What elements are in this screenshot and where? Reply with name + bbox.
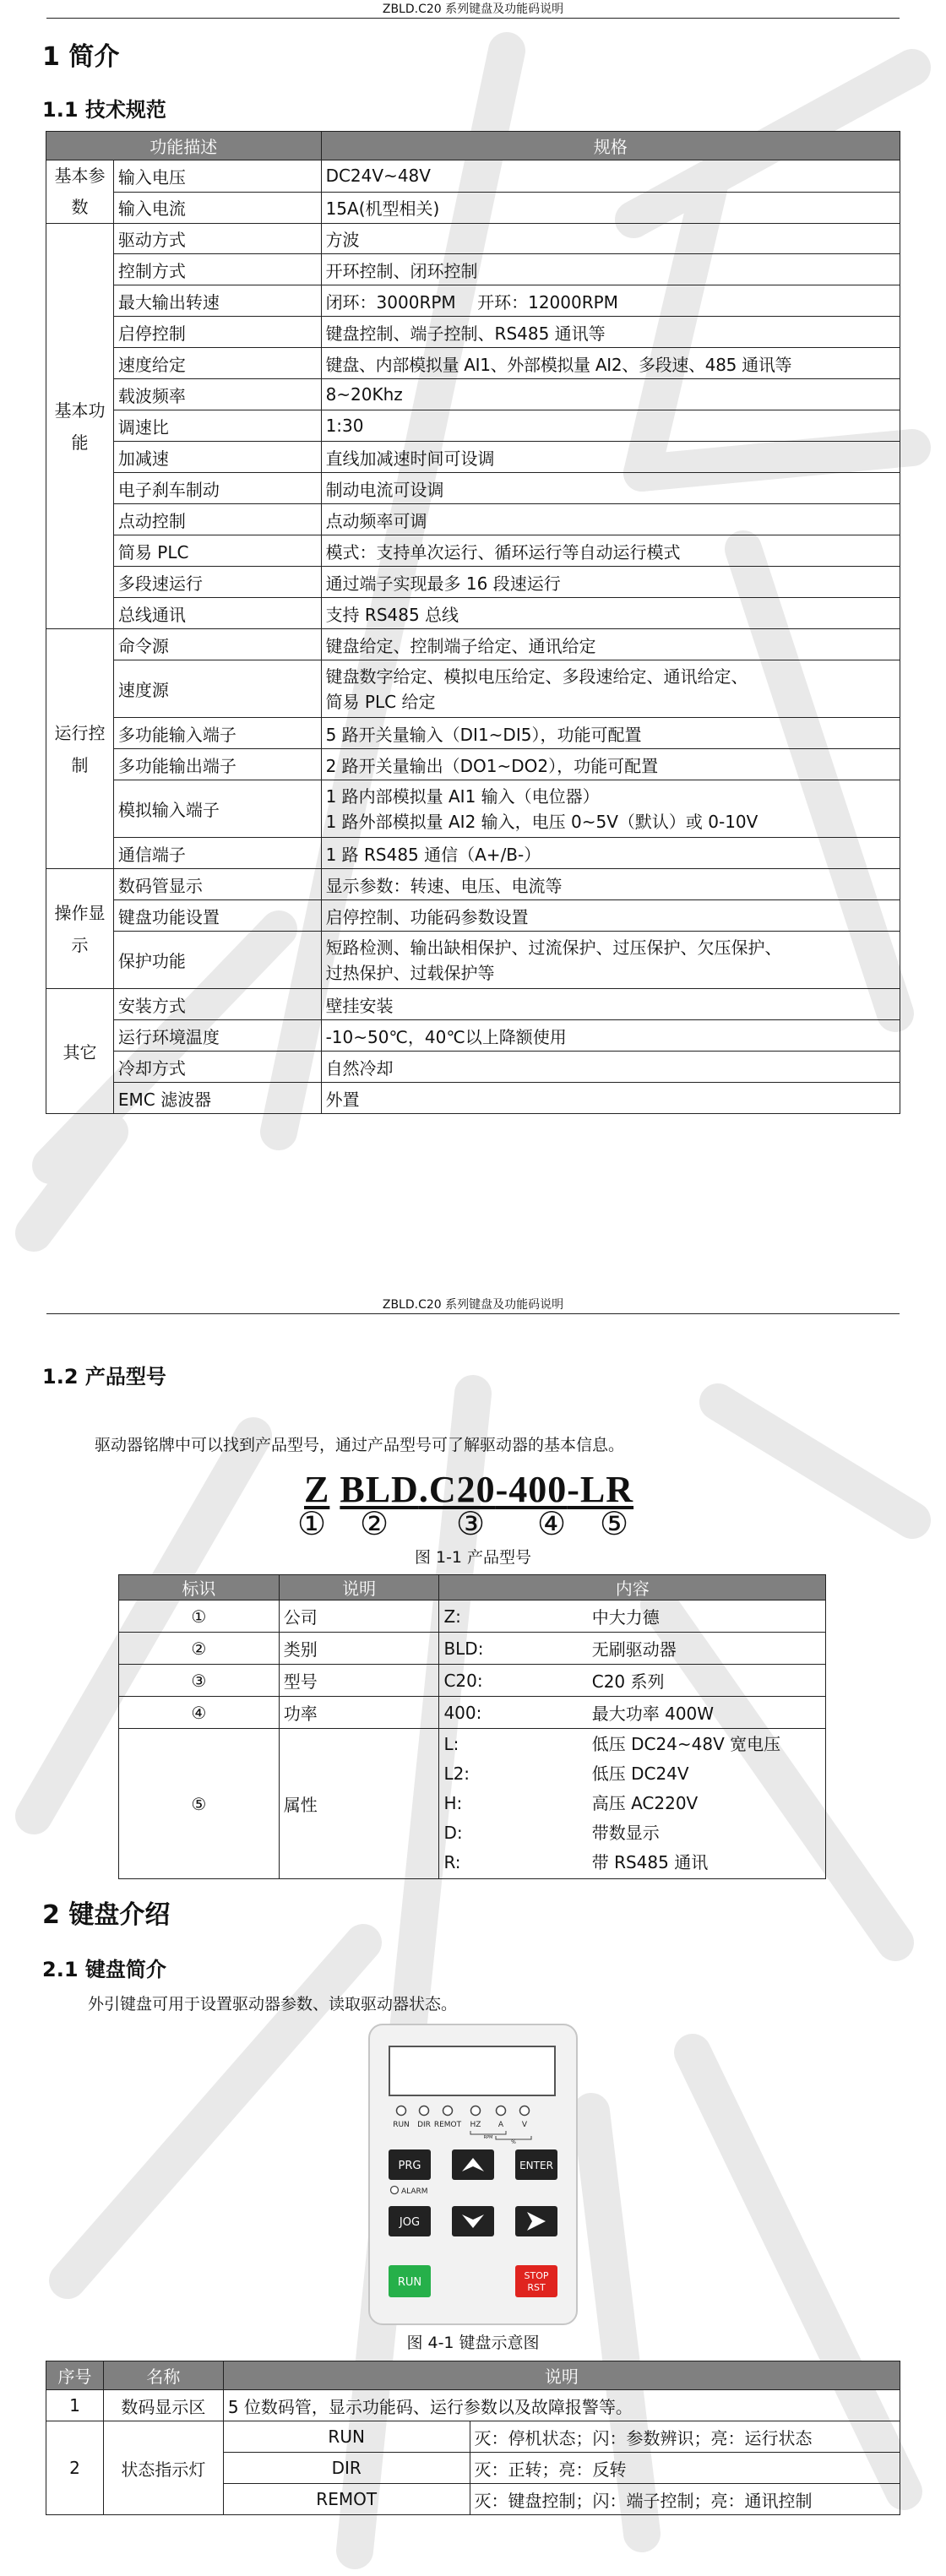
model-part: -LR — [567, 1469, 634, 1510]
spec-name: 安装方式 — [113, 989, 321, 1020]
spec-name: 加减速 — [113, 442, 321, 473]
group-label: 基本功能 — [46, 224, 114, 629]
spec-name: 输入电流 — [113, 192, 321, 224]
spec-value: 键盘、内部模拟量 AI1、外部模拟量 AI2、多段速、485 通讯等 — [321, 348, 900, 379]
spec-name: 最大输出转速 — [113, 285, 321, 317]
spec-name: 模拟输入端子 — [113, 780, 321, 838]
section-title: 1 简介 — [42, 42, 120, 72]
led-icon — [471, 2106, 481, 2116]
down-button[interactable] — [452, 2206, 494, 2236]
attr-value: 低压 DC24~48V 宽电压 — [591, 1734, 781, 1754]
rst-label: RST — [527, 2282, 546, 2293]
led-name: RUN — [223, 2421, 470, 2453]
pct-label: % — [511, 2139, 516, 2145]
prg-button[interactable] — [389, 2149, 431, 2180]
subsection-title: 1.2 产品型号 — [42, 1365, 166, 1389]
spec-name: 保护功能 — [113, 932, 321, 989]
spec-value-line: 短路检测、输出缺相保护、过流保护、过压保护、欠压保护、 — [325, 937, 782, 958]
key-header-no: 序号 — [46, 2361, 104, 2390]
keypad-illustration — [367, 2023, 579, 2327]
led-desc: 灭：停机状态；闪：参数辨识；亮：运行状态 — [470, 2421, 900, 2453]
spec-value: 模式：支持单次运行、循环运行等自动运行模式 — [321, 535, 900, 567]
model-part: -400 — [495, 1469, 568, 1510]
model-id: ④ — [119, 1697, 280, 1729]
spec-value: 通过端子实现最多 16 段速运行 — [321, 567, 900, 598]
run-button[interactable] — [389, 2265, 431, 2297]
attr-value: 低压 DC24V — [591, 1764, 689, 1784]
model-desc: 类别 — [279, 1633, 439, 1665]
model-desc: 型号 — [279, 1665, 439, 1697]
spec-name: 载波频率 — [113, 379, 321, 410]
attr-code: L2: — [443, 1764, 470, 1784]
key-header-desc: 说明 — [223, 2361, 900, 2390]
key-table — [46, 2361, 900, 2515]
spec-name: 键盘功能设置 — [113, 900, 321, 932]
model-id: ② — [119, 1633, 280, 1665]
spec-value: 15A(机型相关) — [321, 192, 900, 224]
intro-paragraph: 驱动器铭牌中可以找到产品型号，通过产品型号可了解驱动器的基本信息。 — [95, 1436, 625, 1454]
run-label: RUN — [397, 2276, 422, 2289]
spec-name: 输入电压 — [113, 160, 321, 193]
keyboard-intro: 外引键盘可用于设置驱动器参数、读取驱动器状态。 — [88, 1995, 458, 2014]
key-name: 数码显示区 — [103, 2390, 223, 2421]
model-marker: ① — [297, 1505, 327, 1542]
model-value: 最大功率 400W — [588, 1697, 826, 1729]
spec-value: 点动频率可调 — [321, 504, 900, 535]
key-no: 1 — [46, 2390, 104, 2421]
spec-value: 1 路 RS485 通信（A+/B-） — [321, 838, 900, 869]
led-icon — [520, 2106, 530, 2116]
spec-value — [321, 660, 900, 718]
key-header-name: 名称 — [103, 2361, 223, 2390]
spec-value-line: 简易 PLC 给定 — [325, 691, 436, 712]
right-button[interactable] — [515, 2206, 557, 2236]
model-marker: ④ — [537, 1505, 567, 1542]
led-label: A — [497, 2121, 504, 2129]
figure-caption: 图 4-1 键盘示意图 — [406, 2334, 540, 2352]
prg-label: PRG — [398, 2160, 421, 2172]
led-icon — [443, 2106, 453, 2116]
led-label: RUN — [393, 2121, 410, 2129]
spec-name: EMC 滤波器 — [113, 1083, 321, 1114]
spec-value: -10~50℃，40℃以上降额使用 — [321, 1020, 900, 1052]
spec-value: 支持 RS485 总线 — [321, 598, 900, 629]
model-marker: ② — [360, 1505, 389, 1542]
model-part: .C20 — [418, 1469, 496, 1510]
model-header-content: 内容 — [439, 1575, 826, 1600]
key-name: 状态指示灯 — [103, 2421, 223, 2515]
spec-value: 闭环：3000RPM 开环：12000RPM — [321, 285, 900, 317]
group-label: 运行控制 — [46, 629, 114, 869]
spec-name: 控制方式 — [113, 254, 321, 285]
spec-value — [321, 932, 900, 989]
spec-name: 多功能输出端子 — [113, 749, 321, 780]
spec-value: 直线加减速时间可设调 — [321, 442, 900, 473]
enter-button[interactable] — [515, 2149, 557, 2180]
model-table — [118, 1574, 826, 1879]
model-header-id: 标识 — [119, 1575, 280, 1600]
model-code-cell: 400: — [439, 1697, 588, 1729]
spec-value: 外置 — [321, 1083, 900, 1114]
section-title: 2 键盘介绍 — [42, 1900, 171, 1930]
figure-caption: 图 1-1 产品型号 — [414, 1548, 532, 1567]
spec-value: 壁挂安装 — [321, 989, 900, 1020]
spec-value-line: 过热保护、过载保护等 — [325, 962, 495, 983]
model-desc: 功率 — [279, 1697, 439, 1729]
spec-value: 键盘给定、控制端子给定、通讯给定 — [321, 629, 900, 660]
model-code-cell: Z: — [439, 1600, 588, 1633]
model-desc: 公司 — [279, 1600, 439, 1633]
stop-label: STOP — [524, 2270, 549, 2281]
led-label: REMOT — [433, 2121, 462, 2129]
model-value: 无刷驱动器 — [588, 1633, 826, 1665]
spec-name: 多段速运行 — [113, 567, 321, 598]
led-name: DIR — [223, 2453, 470, 2484]
spec-name: 简易 PLC — [113, 535, 321, 567]
alarm-label: ALARM — [401, 2187, 428, 2196]
led-icon — [397, 2106, 406, 2116]
jog-label: JOG — [399, 2216, 421, 2229]
model-desc: 属性 — [279, 1729, 439, 1879]
header-rule — [46, 1313, 900, 1314]
spec-value: 开环控制、闭环控制 — [321, 254, 900, 285]
spec-value-line: 键盘数字给定、模拟电压给定、多段速给定、通讯给定、 — [325, 666, 748, 687]
spec-name: 数码管显示 — [113, 869, 321, 900]
spec-table — [46, 131, 900, 1114]
spec-value: DC24V~48V — [321, 160, 900, 193]
group-label: 操作显示 — [46, 869, 114, 989]
attr-value: 带 RS485 通讯 — [591, 1852, 709, 1872]
spec-name: 电子刹车制动 — [113, 473, 321, 504]
led-icon — [497, 2106, 506, 2116]
spec-value: 制动电流可设调 — [321, 473, 900, 504]
attr-values — [588, 1729, 826, 1879]
enter-label: ENTER — [519, 2160, 553, 2171]
rpm-label: RPM — [483, 2135, 493, 2140]
key-no: 2 — [46, 2421, 104, 2515]
led-desc: 灭：键盘控制；闪：端子控制；亮：通讯控制 — [470, 2484, 900, 2515]
model-id: ⑤ — [119, 1729, 280, 1879]
spec-value — [321, 780, 900, 838]
spec-value: 5 路开关量输入（DI1~DI5），功能可配置 — [321, 718, 900, 749]
spec-header-spec: 规格 — [321, 132, 900, 160]
keypad-display — [389, 2046, 555, 2095]
spec-value: 方波 — [321, 224, 900, 254]
spec-value: 显示参数：转速、电压、电流等 — [321, 869, 900, 900]
key-desc: 5 位数码管，显示功能码、运行参数以及故障报警等。 — [223, 2390, 900, 2421]
attr-code: H: — [443, 1793, 463, 1813]
spec-header-function: 功能描述 — [46, 132, 322, 160]
spec-name: 运行环境温度 — [113, 1020, 321, 1052]
spec-name: 驱动方式 — [113, 224, 321, 254]
attr-value: 带数显示 — [591, 1823, 660, 1843]
model-header-desc: 说明 — [279, 1575, 439, 1600]
jog-button[interactable] — [389, 2206, 431, 2236]
spec-value: 8~20Khz — [321, 379, 900, 410]
spec-name: 命令源 — [113, 629, 321, 660]
spec-name: 点动控制 — [113, 504, 321, 535]
spec-name: 速度源 — [113, 660, 321, 718]
spec-value: 启停控制、功能码参数设置 — [321, 900, 900, 932]
led-label: DIR — [417, 2121, 431, 2129]
up-button[interactable] — [452, 2149, 494, 2180]
subsection-title: 2.1 键盘简介 — [42, 1958, 166, 1981]
model-value: 中大力德 — [588, 1600, 826, 1633]
spec-name: 启停控制 — [113, 317, 321, 348]
spec-value-line: 1 路外部模拟量 AI2 输入，电压 0~5V（默认）或 0-10V — [325, 811, 758, 832]
model-value: C20 系列 — [588, 1665, 826, 1697]
attr-code: D: — [443, 1823, 463, 1843]
stop-reset-button[interactable] — [515, 2265, 557, 2297]
attr-value: 高压 AC220V — [591, 1793, 699, 1813]
spec-value: 自然冷却 — [321, 1052, 900, 1083]
attr-codes — [439, 1729, 588, 1879]
model-id: ① — [119, 1600, 280, 1633]
spec-name: 多功能输入端子 — [113, 718, 321, 749]
spec-value-line: 1 路内部模拟量 AI1 输入（电位器） — [325, 785, 600, 807]
led-label: V — [521, 2121, 528, 2129]
spec-name: 总线通讯 — [113, 598, 321, 629]
led-desc: 灭：正转；亮：反转 — [470, 2453, 900, 2484]
group-label: 基本参数 — [46, 160, 114, 224]
model-id: ③ — [119, 1665, 280, 1697]
group-label: 其它 — [46, 989, 114, 1114]
spec-value: 2 路开关量输出（DO1~DO2），功能可配置 — [321, 749, 900, 780]
spec-name: 通信端子 — [113, 838, 321, 869]
led-name: REMOT — [223, 2484, 470, 2515]
page-header: ZBLD.C20 系列键盘及功能码说明 — [382, 3, 564, 16]
led-label: HZ — [470, 2121, 481, 2129]
subsection-title: 1.1 技术规范 — [42, 98, 166, 122]
alarm-led-icon — [391, 2187, 399, 2194]
led-icon — [420, 2106, 429, 2116]
spec-name: 冷却方式 — [113, 1052, 321, 1083]
model-marker: ③ — [456, 1505, 486, 1542]
spec-name: 速度给定 — [113, 348, 321, 379]
page-header: ZBLD.C20 系列键盘及功能码说明 — [382, 1298, 564, 1312]
model-marker: ⑤ — [600, 1505, 629, 1542]
model-code-cell: C20: — [439, 1665, 588, 1697]
model-part: Z — [304, 1469, 330, 1510]
spec-name: 调速比 — [113, 410, 321, 442]
attr-code: R: — [443, 1852, 461, 1872]
attr-code: L: — [443, 1734, 459, 1754]
spec-value: 键盘控制、端子控制、RS485 通讯等 — [321, 317, 900, 348]
spec-value: 1:30 — [321, 410, 900, 442]
header-rule — [46, 18, 900, 19]
model-code-cell: BLD: — [439, 1633, 588, 1665]
model-part: BLD — [340, 1469, 419, 1510]
